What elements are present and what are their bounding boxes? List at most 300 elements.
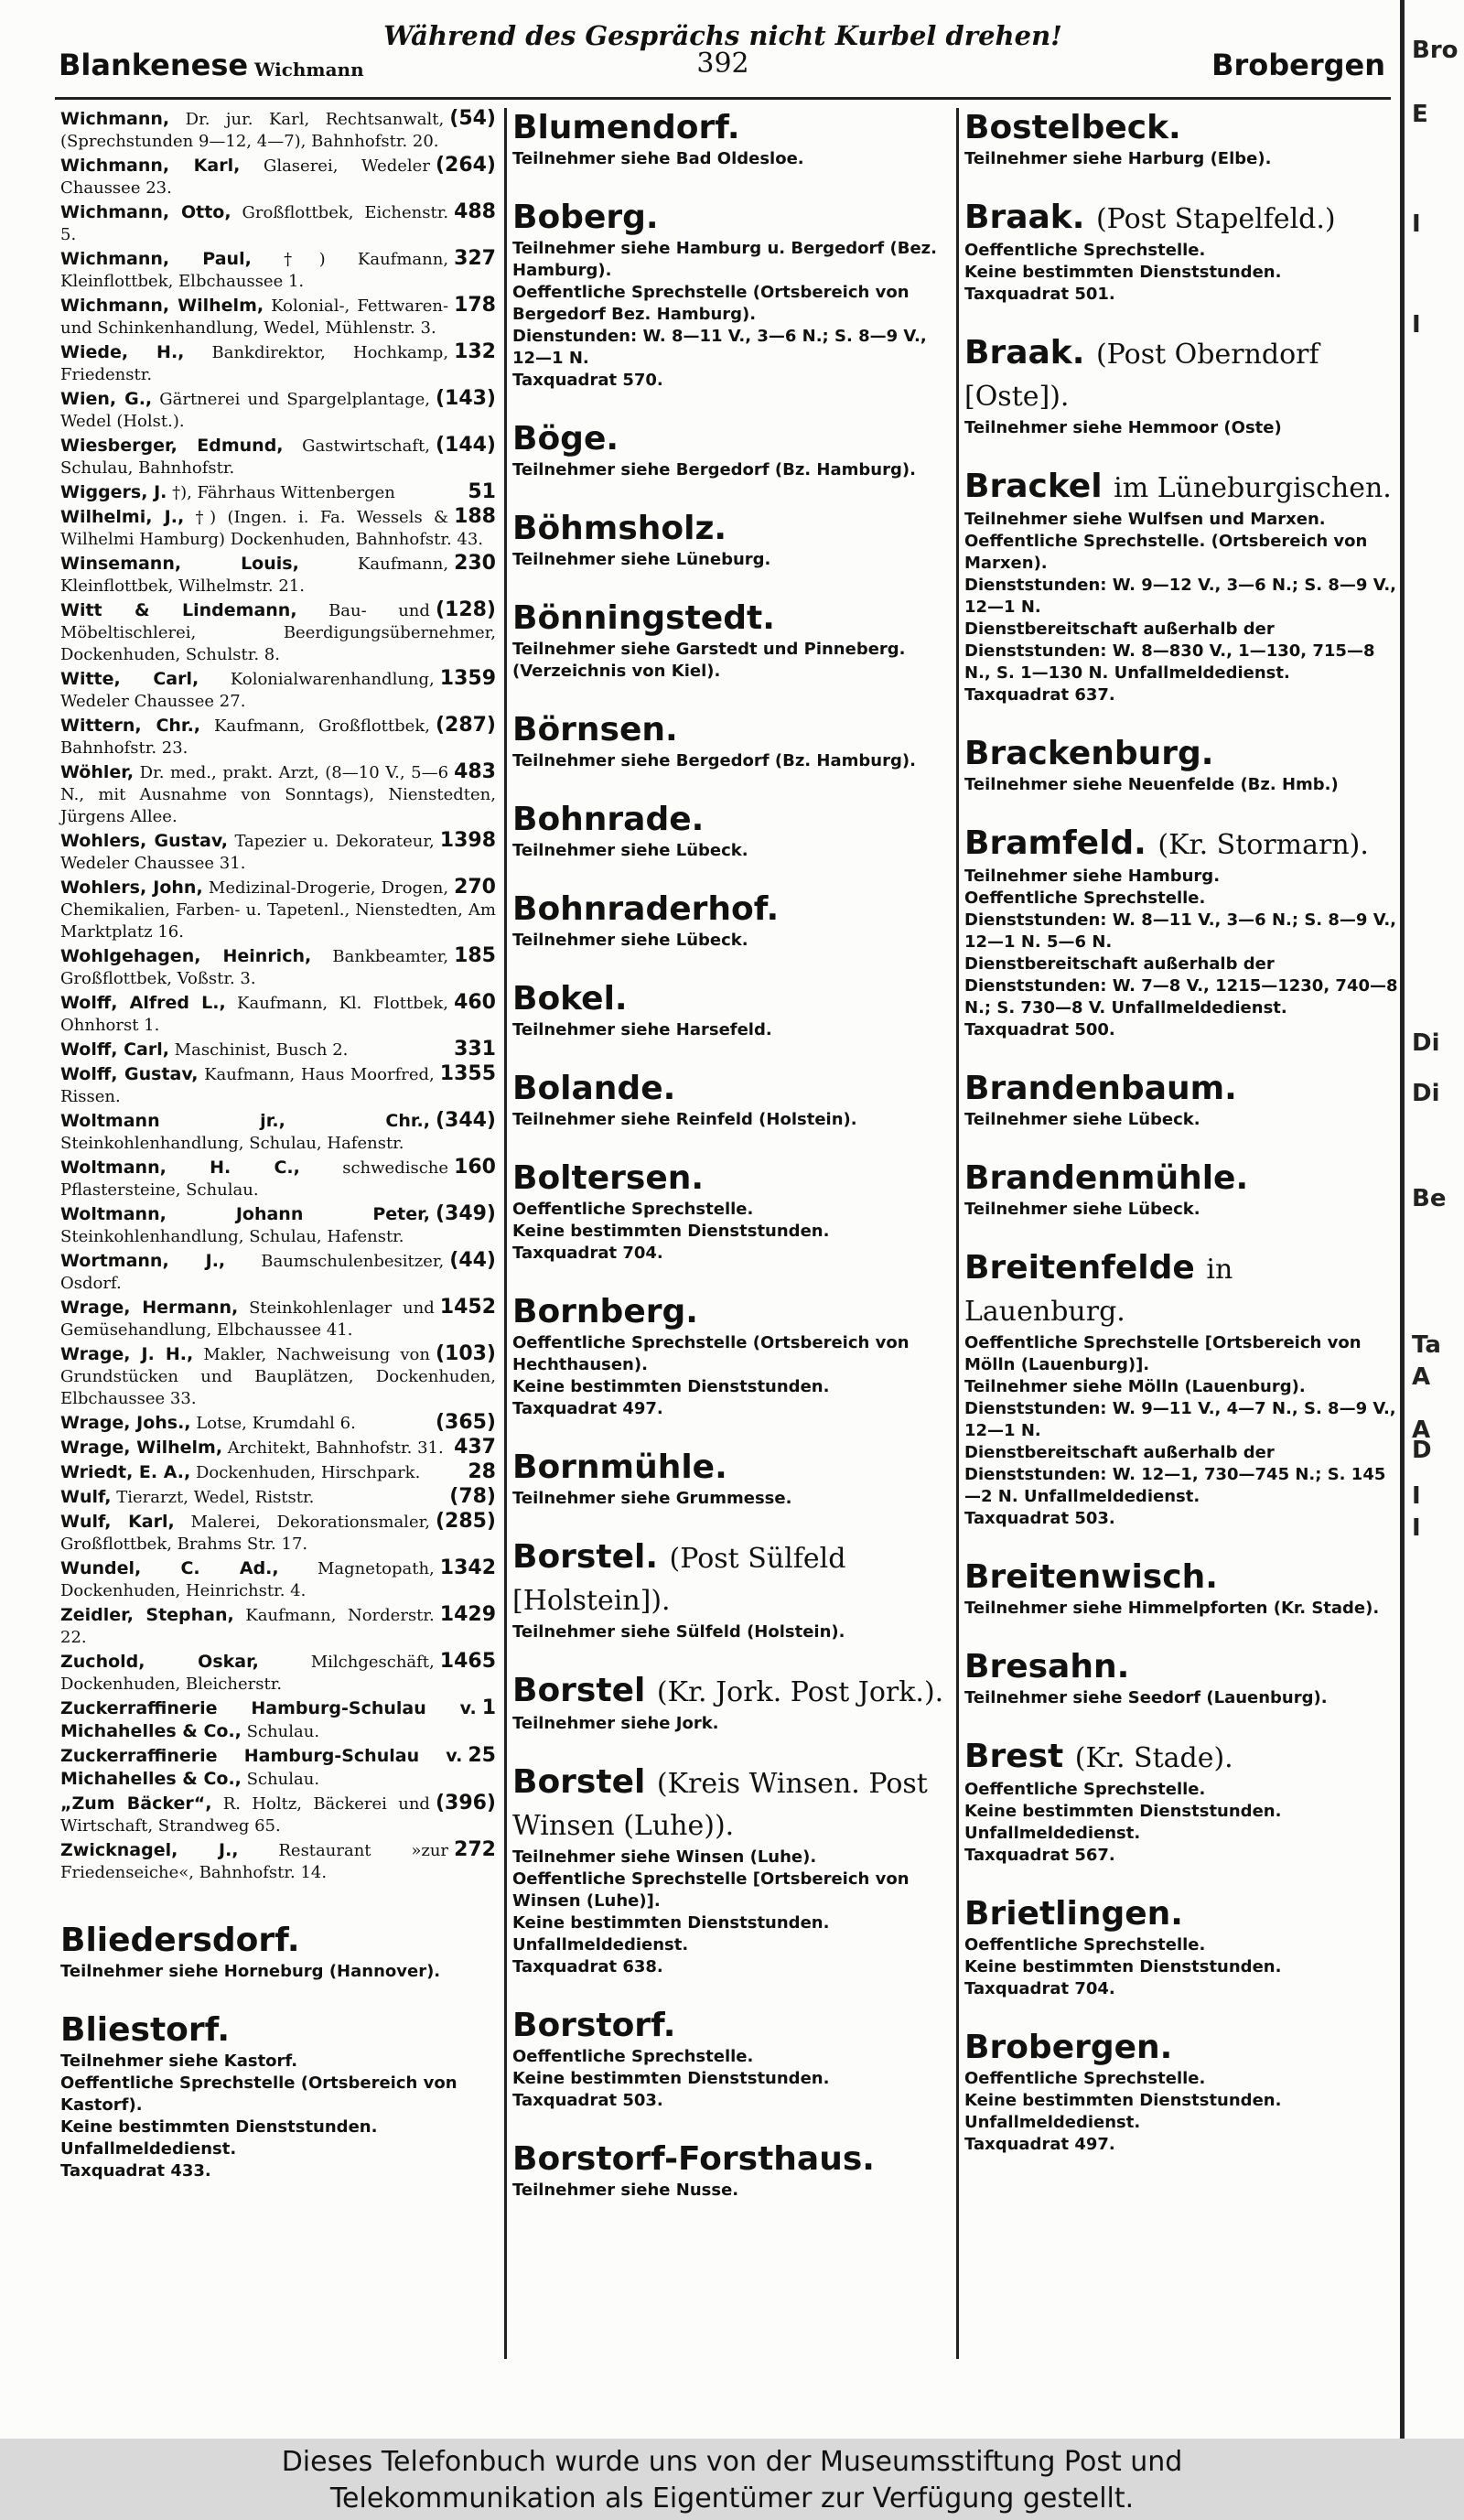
- next-page-fragment: I: [1412, 311, 1421, 339]
- subscriber-details: Bau- und Möbeltischlerei, Beerdigungsübernehmer, Dockenhuden, Schulstr. 8.: [60, 601, 496, 664]
- subscriber-details: Maschinist, Busch 2.: [174, 1040, 349, 1060]
- place-info-line: Teilnehmer siehe Himmelpforten (Kr. Stade).: [964, 1599, 1380, 1618]
- place-title: [964, 734, 1398, 774]
- header-first-name: Wichmann: [254, 59, 364, 81]
- subscriber-details: †) Kaufmann, Kleinflottbek, Elbchaussee 1.: [60, 250, 449, 291]
- place-title: [60, 2010, 496, 2051]
- page-header: [55, 20, 1391, 100]
- place-info-line: Keine bestimmten Dienststunden. Unfallmeldedienst.: [964, 2091, 1282, 2132]
- place-entry: [512, 1671, 952, 1735]
- subscriber-entry: [60, 1511, 496, 1556]
- phone-number: (78): [449, 1485, 496, 1508]
- subscriber-details: Glaserei, Wedeler Chaussee 23.: [60, 156, 430, 198]
- place-name: Boberg.: [512, 199, 659, 236]
- phone-number: 1429: [439, 1603, 496, 1626]
- subscriber-details: †), Fährhaus Wittenbergen: [172, 483, 395, 502]
- place-name: Boltersen.: [512, 1159, 705, 1197]
- place-info-line: Oeffentliche Sprechstelle.: [964, 1780, 1206, 1799]
- place-qualifier: (Post Sülfeld [Holstein]).: [512, 1543, 846, 1617]
- subscriber-details: Großflottbek, Eichenstr. 5.: [60, 203, 449, 244]
- place-info-line: Keine bestimmten Dienststunden.: [512, 1222, 830, 1241]
- place-info-line: Teilnehmer siehe Jork.: [512, 1714, 719, 1733]
- place-info-line: Taxquadrat 503.: [964, 1509, 1115, 1528]
- subscriber-name: Wrage, Wilhelm,: [60, 1438, 223, 1458]
- subscriber-details: Restaurant »zur Friedenseiche«, Bahnhofstr. 14.: [60, 1841, 449, 1882]
- subscriber-details: Medizinal-Drogerie, Drogen, Chemikalien, Farben- u. Tapetenl., Nienstedten, Am Marktplatz 16.: [60, 878, 496, 942]
- place-name: Brackenburg.: [964, 735, 1214, 772]
- subscriber-details: Tierarzt, Wedel, Riststr.: [116, 1488, 315, 1507]
- phone-number: (285): [435, 1510, 496, 1533]
- place-entry: [964, 1894, 1398, 2000]
- subscriber-entry: [60, 1203, 496, 1248]
- place-info-line: Teilnehmer siehe Hemmoor (Oste): [964, 418, 1282, 437]
- next-page-fragment: D: [1412, 1437, 1432, 1464]
- subscriber-name: Wichmann, Karl,: [60, 156, 241, 176]
- column-places-left: [60, 1921, 496, 2182]
- place-title: [512, 800, 952, 840]
- next-page-edge: [1400, 0, 1464, 2439]
- subscriber-name: Wrage, Johs.,: [60, 1413, 191, 1433]
- subscriber-entry: [60, 1745, 496, 1791]
- subscriber-name: Wohlers, Gustav,: [60, 831, 228, 851]
- place-entry: [512, 108, 952, 170]
- place-qualifier: in Lauenburg.: [964, 1254, 1233, 1328]
- subscriber-details: Dockenhuden, Hirschpark.: [195, 1463, 421, 1482]
- subscriber-name: Witte, Carl,: [60, 669, 199, 689]
- subscriber-name: Wulf, Karl,: [60, 1512, 175, 1532]
- place-name: Brandenbaum.: [964, 1070, 1237, 1107]
- subscriber-name: Wohlers, John,: [60, 878, 203, 898]
- place-name: Borstel.: [512, 1538, 658, 1576]
- place-title: [512, 1537, 952, 1621]
- place-entry: [964, 333, 1398, 439]
- phone-number: (264): [435, 154, 496, 177]
- next-page-fragment: A: [1412, 1363, 1431, 1391]
- subscriber-name: Woltmann jr., Chr.,: [60, 1111, 430, 1131]
- subscriber-details: Steinkohlenhandlung, Schulau, Hafenstr.: [60, 1134, 404, 1153]
- place-info-line: Keine bestimmten Dienststunden. Unfallmeldedienst.: [964, 1802, 1282, 1843]
- phone-number: 1: [481, 1696, 496, 1719]
- place-name: Bolande.: [512, 1070, 676, 1107]
- place-info-line: Taxquadrat 637.: [964, 685, 1115, 705]
- next-page-fragment: I: [1412, 1482, 1421, 1510]
- place-info-line: Keine bestimmten Dienststunden.: [512, 1377, 830, 1396]
- place-name: Breitenfelde: [964, 1249, 1195, 1287]
- subscriber-entry: [60, 1063, 496, 1108]
- place-info-line: Teilnehmer siehe Sülfeld (Holstein).: [512, 1622, 845, 1642]
- subscriber-entry: [60, 1604, 496, 1649]
- phone-number: 1355: [439, 1062, 496, 1085]
- footer-line-2: Telekommunikation als Eigentümer zur Verfügung gestellt.: [329, 2482, 1135, 2515]
- phone-number: (54): [449, 107, 496, 130]
- place-name: Breitenwisch.: [964, 1558, 1218, 1596]
- column-divider-right: [956, 108, 959, 2359]
- subscriber-name: Wulf,: [60, 1487, 112, 1507]
- place-entry: [512, 1158, 952, 1265]
- place-info-line: Dienststunden: W. 9—12 V., 3—6 N.; S. 8—9 V., 12—1 N.: [964, 576, 1397, 617]
- place-title: [512, 2006, 952, 2046]
- next-page-fragment: I: [1412, 1514, 1421, 1542]
- subscriber-name: Wrage, J. H.,: [60, 1344, 194, 1364]
- subscriber-name: Wiesberger, Edmund,: [60, 436, 284, 456]
- subscriber-entry: [60, 388, 496, 433]
- phone-number: 1465: [439, 1650, 496, 1673]
- subscriber-name: Wittern, Chr.,: [60, 716, 201, 736]
- subscriber-details: Bankdirektor, Hochkamp, Friedenstr.: [60, 343, 449, 384]
- place-info-line: Taxquadrat 497.: [964, 2135, 1115, 2154]
- phone-number: (128): [435, 598, 496, 621]
- phone-number: 1452: [439, 1296, 496, 1319]
- header-right-place: Brobergen: [1211, 48, 1385, 82]
- phone-number: 272: [454, 1838, 496, 1861]
- place-info-line: Keine bestimmten Dienststunden. Unfallmeldedienst.: [60, 2117, 378, 2159]
- place-title: [964, 2028, 1398, 2068]
- subscriber-name: Wien, G.,: [60, 389, 153, 409]
- subscriber-details: Kolonialwarenhandlung, Wedeler Chaussee 27.: [60, 670, 435, 711]
- subscriber-entry: [60, 668, 496, 713]
- subscriber-name: Wichmann, Wilhelm,: [60, 296, 264, 316]
- place-name: Bornberg.: [512, 1293, 698, 1330]
- place-info-line: Taxquadrat 567.: [964, 1846, 1115, 1865]
- subscriber-name: Wolff, Carl,: [60, 1039, 169, 1060]
- page-number: 392: [696, 48, 749, 80]
- subscriber-entry: [60, 341, 496, 386]
- subscriber-details: Gastwirtschaft, Schulau, Bahnhofstr.: [60, 436, 430, 478]
- subscriber-entry: [60, 108, 496, 153]
- place-entry: [964, 2028, 1398, 2156]
- place-title: [964, 1737, 1398, 1779]
- place-info-line: Taxquadrat 503.: [512, 2091, 663, 2110]
- subscriber-entry: [60, 481, 496, 504]
- subscriber-details: Kaufmann, Norderstr. 22.: [60, 1606, 435, 1647]
- place-name: Bokel.: [512, 980, 628, 1018]
- place-info-line: Teilnehmer siehe Lübeck.: [512, 841, 748, 860]
- next-page-fragment: Be: [1412, 1185, 1447, 1212]
- place-name: Brietlingen.: [964, 1895, 1183, 1933]
- place-entry: [964, 1647, 1398, 1709]
- place-info-line: Teilnehmer siehe Winsen (Luhe).: [512, 1847, 817, 1867]
- subscriber-details: Malerei, Dekorationsmaler, Großflottbek, Brahms Str. 17.: [60, 1513, 430, 1554]
- phone-number: 460: [454, 991, 496, 1014]
- place-title: [964, 1069, 1398, 1109]
- place-info-line: Teilnehmer siehe Lübeck.: [964, 1110, 1200, 1129]
- place-title: [512, 1671, 952, 1713]
- place-name: Böhmsholz.: [512, 510, 727, 547]
- next-page-fragment: I: [1412, 210, 1421, 238]
- place-info-line: Taxquadrat 500.: [964, 1020, 1115, 1039]
- subscriber-details: Makler, Nachweisung von Grundstücken und Bauplätzen, Dockenhuden, Elbchaussee 33.: [60, 1345, 496, 1408]
- place-info-line: Oeffentliche Sprechstelle.: [512, 1200, 754, 1219]
- place-name: Borstorf.: [512, 2007, 676, 2044]
- next-page-fragment: Bro: [1412, 37, 1459, 64]
- phone-number: 185: [454, 944, 496, 967]
- place-info-line: Taxquadrat 570.: [512, 371, 663, 390]
- place-info-line: Teilnehmer siehe Bergedorf (Bz. Hamburg).: [512, 751, 916, 770]
- header-note: Während des Gesprächs nicht Kurbel drehen!: [383, 20, 1062, 51]
- column-divider-left: [504, 108, 507, 2359]
- place-entry: [512, 509, 952, 571]
- place-info-line: Oeffentliche Sprechstelle [Ortsbereich von Winsen (Luhe)].: [512, 1869, 910, 1911]
- place-name: Bornmühle.: [512, 1448, 727, 1486]
- phone-number: 483: [454, 760, 496, 783]
- subscriber-details: Kaufmann, Kleinflottbek, Wilhelmstr. 21.: [60, 555, 449, 596]
- place-name: Bohnrade.: [512, 801, 705, 838]
- place-qualifier: (Kr. Stade).: [1074, 1742, 1233, 1774]
- place-info-line: Teilnehmer siehe Harburg (Elbe).: [964, 149, 1272, 168]
- place-info-line: Taxquadrat 704.: [964, 1979, 1115, 1998]
- subscriber-entry: [60, 248, 496, 293]
- subscriber-entry: [60, 1839, 496, 1884]
- place-name: Borstorf-Forsthaus.: [512, 2140, 875, 2178]
- subscriber-name: Wortmann, J.,: [60, 1251, 226, 1271]
- place-name: Bohnraderhof.: [512, 890, 780, 928]
- subscriber-entry: [60, 201, 496, 246]
- place-title: [512, 2139, 952, 2180]
- subscriber-entry: [60, 1486, 496, 1509]
- subscriber-details: Schulau.: [246, 1770, 320, 1789]
- place-info-line: Oeffentliche Sprechstelle.: [964, 1935, 1206, 1955]
- phone-number: 188: [454, 505, 496, 528]
- place-entry: [512, 2006, 952, 2112]
- subscriber-details: Magnetopath, Dockenhuden, Heinrichstr. 4.: [60, 1559, 435, 1600]
- subscriber-name: Woltmann, H. C.,: [60, 1158, 300, 1178]
- subscriber-entry: [60, 761, 496, 828]
- place-info-line: Oeffentliche Sprechstelle.: [512, 2047, 754, 2066]
- subscriber-name: Wiggers, J.: [60, 482, 167, 502]
- subscriber-name: Zwicknagel, J.,: [60, 1840, 239, 1860]
- subscriber-name: „Zum Bäcker“,: [60, 1793, 212, 1814]
- place-info-line: Teilnehmer siehe Wulfsen und Marxen.: [964, 510, 1326, 529]
- subscriber-entry: [60, 1557, 496, 1602]
- subscriber-details: Baumschulenbesitzer, Osdorf.: [60, 1252, 445, 1293]
- place-info-line: Taxquadrat 497.: [512, 1399, 663, 1418]
- column-subscribers: [60, 108, 496, 2210]
- subscriber-name: Zuchold, Oskar,: [60, 1652, 259, 1672]
- place-info-line: Teilnehmer siehe Neuenfelde (Bz. Hmb.): [964, 775, 1339, 794]
- place-info-line: Oeffentliche Sprechstelle (Ortsbereich von Kastorf).: [60, 2073, 458, 2115]
- place-name: Braak.: [964, 199, 1085, 236]
- place-name: Bramfeld.: [964, 824, 1146, 862]
- place-title: [964, 1647, 1398, 1687]
- place-title: [512, 419, 952, 459]
- place-info-line: Teilnehmer siehe Grummesse.: [512, 1489, 792, 1508]
- subscriber-entry: [60, 945, 496, 990]
- phone-number: (103): [435, 1342, 496, 1365]
- place-title: [964, 467, 1398, 509]
- subscriber-name: Zeidler, Stephan,: [60, 1605, 234, 1625]
- phone-number: (365): [435, 1411, 496, 1434]
- place-entry: [512, 979, 952, 1041]
- phone-number: 331: [454, 1038, 496, 1061]
- subscriber-name: Wöhler,: [60, 762, 135, 782]
- phone-number: (344): [435, 1109, 496, 1132]
- place-info-line: Taxquadrat 433.: [60, 2161, 211, 2181]
- subscriber-name: Wundel, C. Ad.,: [60, 1558, 279, 1578]
- place-entry: [512, 1762, 952, 1978]
- place-info-line: Teilnehmer siehe Seedorf (Lauenburg).: [964, 1688, 1328, 1707]
- place-entry: [964, 198, 1398, 306]
- place-entry: [964, 1158, 1398, 1221]
- phone-number: 327: [454, 247, 496, 270]
- place-name: Böge.: [512, 420, 619, 458]
- subscriber-name: Wohlgehagen, Heinrich,: [60, 946, 312, 966]
- phone-number: 230: [454, 552, 496, 575]
- subscriber-name: Winsemann, Louis,: [60, 554, 299, 574]
- place-entry: [964, 1248, 1398, 1530]
- subscriber-details: schwedische Pflastersteine, Schulau.: [60, 1158, 449, 1200]
- next-page-fragment: Di: [1412, 1029, 1440, 1057]
- subscriber-details: Kaufmann, Großflottbek, Bahnhofstr. 23.: [60, 716, 430, 758]
- subscriber-name: Witt & Lindemann,: [60, 600, 297, 620]
- place-info-line: Oeffentliche Sprechstelle. (Ortsbereich von Marxen).: [964, 532, 1368, 573]
- subscriber-name: Zuckerraffinerie Hamburg-Schulau v. Michahelles & Co.,: [60, 1698, 477, 1741]
- subscriber-entry: [60, 295, 496, 339]
- subscriber-details: Kolonial-, Fettwaren- und Schinkenhandlung, Wedel, Mühlenstr. 3.: [60, 296, 449, 338]
- phone-number: (287): [435, 714, 496, 737]
- place-info-line: Teilnehmer siehe Garstedt und Pinneberg. (Verzeichnis von Kiel).: [512, 640, 906, 681]
- subscriber-entry: [60, 506, 496, 551]
- subscriber-name: Wrage, Hermann,: [60, 1298, 239, 1318]
- subscriber-details: Tapezier u. Dekorateur, Wedeler Chaussee 31.: [60, 832, 435, 873]
- place-title: [964, 824, 1398, 866]
- column-places-middle: [512, 108, 952, 2229]
- next-page-fragment: Ta: [1412, 1331, 1441, 1359]
- place-info-line: Teilnehmer siehe Bergedorf (Bz. Hamburg).: [512, 460, 916, 479]
- subscriber-name: Wolff, Alfred L.,: [60, 993, 226, 1013]
- phone-number: 28: [468, 1460, 496, 1483]
- subscriber-entry: [60, 1297, 496, 1341]
- place-info-line: Teilnehmer siehe Hamburg.: [964, 867, 1221, 886]
- phone-number: (143): [435, 387, 496, 410]
- place-title: [964, 108, 1398, 148]
- place-entry: [964, 1737, 1398, 1867]
- place-info-line: Teilnehmer siehe Lübeck.: [964, 1200, 1200, 1219]
- place-entry: [512, 1537, 952, 1643]
- place-qualifier: (Post Stapelfeld.): [1095, 203, 1336, 235]
- place-info-line: Dienstunden: W. 8—11 V., 3—6 N.; S. 8—9 V., 12—1 N.: [512, 327, 927, 368]
- place-entry: [512, 1069, 952, 1131]
- subscriber-details: Schulau.: [246, 1722, 320, 1741]
- place-info-line: Dienstbereitschaft außerhalb der Dienststunden: W. 8—830 V., 1—130, 715—8 N., S. 1—130 N. Unfallmeldedienst.: [964, 619, 1375, 683]
- place-title: [512, 108, 952, 148]
- place-name: Brobergen.: [964, 2029, 1173, 2066]
- place-name: Bönningstedt.: [512, 599, 775, 637]
- place-info-line: Taxquadrat 638.: [512, 1957, 663, 1976]
- place-entry: [512, 2139, 952, 2202]
- subscriber-details: Dr. med., prakt. Arzt, (8—10 V., 5—6 N., mit Ausnahme von Sonntags), Nienstedten, Jürgens Allee.: [60, 763, 496, 826]
- place-info-line: Oeffentliche Sprechstelle.: [964, 888, 1206, 908]
- subscriber-name: Wolff, Gustav,: [60, 1064, 199, 1084]
- subscriber-entry: [60, 830, 496, 875]
- place-title: [512, 979, 952, 1019]
- subscriber-name: Wichmann,: [60, 109, 170, 129]
- subscriber-name: Woltmann, Johann Peter,: [60, 1204, 430, 1224]
- place-title: [512, 598, 952, 639]
- place-title: [512, 198, 952, 238]
- place-name: Börnsen.: [512, 711, 678, 748]
- phone-number: 488: [454, 200, 496, 223]
- subscriber-details: Gärtnerei und Spargelplantage, Wedel (Holst.).: [60, 390, 430, 431]
- place-info-line: Teilnehmer siehe Reinfeld (Holstein).: [512, 1110, 857, 1129]
- subscriber-details: Bankbeamter, Großflottbek, Voßstr. 3.: [60, 947, 449, 988]
- place-info-line: Dienstbereitschaft außerhalb der Dienststunden: W. 7—8 V., 1215—1230, 740—8 N.; S. 730—8 V. Unfallmeldedienst.: [964, 954, 1398, 1018]
- phone-number: 160: [454, 1156, 496, 1179]
- subscriber-details: Lotse, Krumdahl 6.: [196, 1414, 356, 1433]
- subscriber-name: Wichmann, Paul,: [60, 249, 252, 269]
- place-entry: [964, 824, 1398, 1041]
- place-info-line: Oeffentliche Sprechstelle [Ortsbereich von Mölln (Lauenburg)].: [964, 1333, 1362, 1374]
- place-info-line: Teilnehmer siehe Kastorf.: [60, 2052, 298, 2071]
- subscriber-entry: [60, 715, 496, 759]
- place-title: [512, 1292, 952, 1332]
- place-entry: [964, 467, 1398, 706]
- place-entry: [964, 108, 1398, 170]
- subscriber-details: Kaufmann, Haus Moorfred, Rissen.: [60, 1065, 435, 1106]
- place-info-line: Taxquadrat 704.: [512, 1244, 663, 1263]
- subscriber-name: Wichmann, Otto,: [60, 202, 231, 222]
- place-info-line: Teilnehmer siehe Nusse.: [512, 2181, 739, 2200]
- subscriber-details: Steinkohlenlager und Gemüsehandlung, Elbchaussee 41.: [60, 1298, 435, 1340]
- next-page-fragment: Di: [1412, 1080, 1440, 1107]
- subscriber-entry: [60, 553, 496, 598]
- place-title: [512, 1448, 952, 1488]
- place-entry: [964, 1557, 1398, 1620]
- subscriber-entry: [60, 599, 496, 666]
- place-info-line: Oeffentliche Sprechstelle.: [964, 2069, 1206, 2088]
- place-title: [512, 509, 952, 549]
- subscriber-entry: [60, 1110, 496, 1155]
- subscriber-name: Wriedt, E. A.,: [60, 1462, 191, 1482]
- place-info-line: Oeffentliche Sprechstelle (Ortsbereich von Hechthausen).: [512, 1333, 910, 1374]
- subscriber-entry: [60, 435, 496, 479]
- place-info-line: Dienstbereitschaft außerhalb der Dienststunden: W. 12—1, 730—745 N.; S. 145—2 N. Unfallmeldedienst.: [964, 1443, 1386, 1506]
- place-entry: [60, 2010, 496, 2182]
- place-title: [964, 1158, 1398, 1199]
- place-name: Brest: [964, 1738, 1064, 1775]
- place-title: [964, 1557, 1398, 1598]
- place-entry: [964, 734, 1398, 796]
- place-name: Braak.: [964, 334, 1085, 372]
- place-info-line: Dienststunden: W. 8—11 V., 3—6 N.; S. 8—9 V., 12—1 N. 5—6 N.: [964, 910, 1397, 952]
- place-name: Bostelbeck.: [964, 109, 1181, 146]
- subscriber-entry: [60, 1651, 496, 1696]
- phone-number: 178: [454, 294, 496, 317]
- phone-number: 132: [454, 340, 496, 363]
- place-info-line: Teilnehmer siehe Bad Oldesloe.: [512, 149, 804, 168]
- place-name: Blumendorf.: [512, 109, 740, 146]
- place-info-line: Dienststunden: W. 9—11 V., 4—7 N., S. 8—9 V., 12—1 N.: [964, 1399, 1396, 1440]
- subscriber-details: Dr. jur. Karl, Rechtsanwalt, (Sprechstunden 9—12, 4—7), Bahnhofstr. 20.: [60, 110, 445, 151]
- place-qualifier: (Kr. Jork. Post Jork.).: [656, 1676, 944, 1708]
- subscriber-entry: [60, 1793, 496, 1837]
- place-info-line: Taxquadrat 501.: [964, 285, 1115, 304]
- subscriber-entry: [60, 1697, 496, 1743]
- subscriber-entry: [60, 1461, 496, 1484]
- subscriber-entry: [60, 1250, 496, 1295]
- subscriber-details: Steinkohlenhandlung, Schulau, Hafenstr.: [60, 1227, 404, 1246]
- place-qualifier: im Lüneburgischen.: [1114, 472, 1392, 504]
- place-info-line: Teilnehmer siehe Mölln (Lauenburg).: [964, 1377, 1306, 1396]
- place-title: [512, 1762, 952, 1847]
- place-title: [512, 1158, 952, 1199]
- phone-number: (44): [449, 1249, 496, 1272]
- place-title: [60, 1921, 496, 1961]
- place-entry: [512, 800, 952, 862]
- subscriber-details: Architekt, Bahnhofstr. 31.: [227, 1438, 444, 1458]
- footer-line-1: Dieses Telefonbuch wurde uns von der Museumsstiftung Post und: [281, 2446, 1183, 2478]
- place-info-line: Teilnehmer siehe Horneburg (Hannover).: [60, 1962, 441, 1981]
- place-info-line: Keine bestimmten Dienststunden.: [964, 263, 1282, 282]
